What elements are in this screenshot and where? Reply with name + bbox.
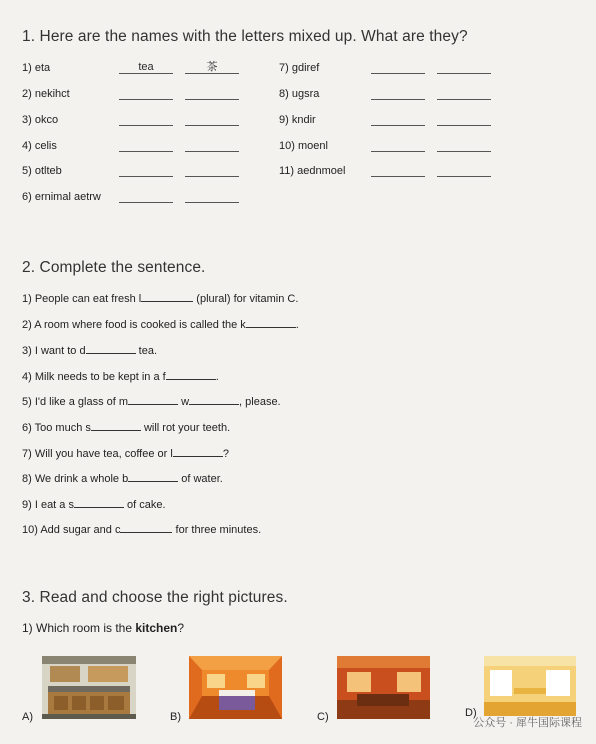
answer-7-en[interactable] xyxy=(371,61,425,74)
answer-6-cn[interactable] xyxy=(185,190,239,203)
sentence-1-blank[interactable] xyxy=(141,291,193,302)
answer-4-cn[interactable] xyxy=(185,139,239,152)
item-10: 10) moenl xyxy=(279,140,328,152)
option-c-living-room-picture[interactable] xyxy=(337,656,430,719)
sentence-3: 3) I want to d tea. xyxy=(22,345,157,357)
sentence-6-blank[interactable] xyxy=(91,420,141,431)
item-2: 2) nekihct xyxy=(22,88,70,100)
sentence-2: 2) A room where food is cooked is called the k . xyxy=(22,319,299,331)
sentence-5: 5) I'd like a glass of m w , please. xyxy=(22,396,281,408)
item-3: 3) okco xyxy=(22,114,59,126)
answer-8-en[interactable] xyxy=(371,87,425,100)
question-kitchen: 1) Which room is the kitchen? xyxy=(22,621,185,635)
answer-11-en[interactable] xyxy=(371,164,425,177)
answer-7-cn[interactable] xyxy=(437,61,491,74)
item-8: 8) ugsra xyxy=(279,88,320,100)
sentence-7-blank[interactable] xyxy=(173,446,223,457)
sentence-8-blank[interactable] xyxy=(128,471,178,482)
answer-2-cn[interactable] xyxy=(185,87,239,100)
answer-6-en[interactable] xyxy=(119,190,173,203)
answer-10-cn[interactable] xyxy=(437,139,491,152)
section-1-title: 1. Here are the names with the letters mixed up. What are they? xyxy=(22,28,468,45)
item-5: 5) otlteb xyxy=(22,165,62,177)
item-7: 7) gdiref xyxy=(279,62,320,74)
answer-1-cn[interactable]: 茶 xyxy=(185,61,239,74)
item-1: 1) eta xyxy=(22,62,51,74)
sentence-4-blank[interactable] xyxy=(166,369,216,380)
answer-2-en[interactable] xyxy=(119,87,173,100)
sentence-10-blank[interactable] xyxy=(120,522,172,533)
sentence-9: 9) I eat a s of cake. xyxy=(22,499,166,511)
option-d-label: D) xyxy=(465,707,477,719)
section-2-title: 2. Complete the sentence. xyxy=(22,259,206,276)
answer-5-en[interactable] xyxy=(119,164,173,177)
answer-1-en[interactable]: tea xyxy=(119,61,173,74)
sentence-6: 6) Too much s will rot your teeth. xyxy=(22,422,231,434)
answer-11-cn[interactable] xyxy=(437,164,491,177)
item-11: 11) aednmoel xyxy=(279,165,346,177)
sentence-8: 8) We drink a whole b of water. xyxy=(22,473,223,485)
option-d-kitchen-picture[interactable] xyxy=(484,656,576,716)
sentence-4: 4) Milk needs to be kept in a f . xyxy=(22,371,219,383)
option-a-label: A) xyxy=(22,711,33,723)
option-b-bedroom-picture[interactable] xyxy=(189,656,282,719)
answer-5-cn[interactable] xyxy=(185,164,239,177)
watermark: 公众号 · 犀牛国际课程 xyxy=(473,717,582,729)
item-9: 9) kndir xyxy=(279,114,316,126)
sentence-9-blank[interactable] xyxy=(74,497,124,508)
section-3-title: 3. Read and choose the right pictures. xyxy=(22,589,288,606)
sentence-1: 1) People can eat fresh l (plural) for vitamin C. xyxy=(22,293,299,305)
option-b-label: B) xyxy=(170,711,181,723)
sentence-10: 10) Add sugar and c for three minutes. xyxy=(22,524,262,536)
sentence-5-blank-1[interactable] xyxy=(128,394,178,405)
answer-3-cn[interactable] xyxy=(185,113,239,126)
option-c-label: C) xyxy=(317,711,329,723)
answer-8-cn[interactable] xyxy=(437,87,491,100)
answer-9-en[interactable] xyxy=(371,113,425,126)
answer-3-en[interactable] xyxy=(119,113,173,126)
sentence-7: 7) Will you have tea, coffee or l ? xyxy=(22,448,229,460)
answer-9-cn[interactable] xyxy=(437,113,491,126)
answer-10-en[interactable] xyxy=(371,139,425,152)
item-6: 6) ernimal aetrw xyxy=(22,191,101,203)
option-a-kitchen-picture[interactable] xyxy=(42,656,136,719)
sentence-3-blank[interactable] xyxy=(86,343,136,354)
sentence-2-blank[interactable] xyxy=(246,317,296,328)
item-4: 4) celis xyxy=(22,140,57,152)
sentence-5-blank-2[interactable] xyxy=(189,394,239,405)
answer-4-en[interactable] xyxy=(119,139,173,152)
